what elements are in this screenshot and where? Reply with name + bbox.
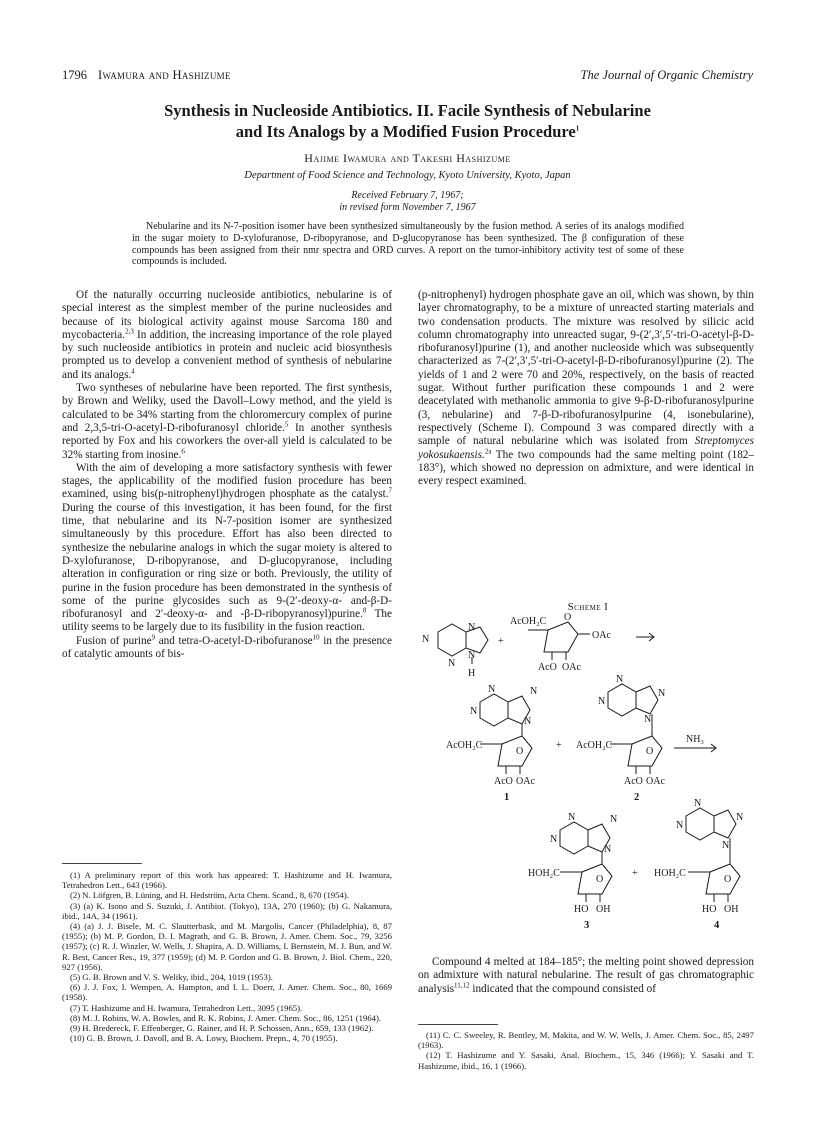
compound-label-3: 3 (584, 920, 590, 931)
footnote: (11) C. C. Sweeley, R. Bentley, M. Makita, and W. W. Wells, J. Amer. Chem. Soc., 85, 2497 (1963). (418, 1030, 754, 1051)
scheme-drawing (418, 602, 758, 948)
atom-n: N (616, 674, 624, 685)
ho-label: HO (702, 904, 717, 915)
species-name: Streptomyces yokosukaensis. (418, 435, 754, 461)
reagent-label: NH₃ (686, 734, 704, 745)
article-title (62, 100, 753, 142)
atom-n: N (644, 714, 652, 725)
footnote: (9) H. Bredereck, F. Effenberger, G. Rainer, and H. P. Schossen, Ann., 659, 133 (1962). (70, 1023, 374, 1034)
footnote: (1) A preliminary report of this work has appeared: T. Hashizume and H. Iwamura, Tetrahedron Lett., 643 (1966). (62, 870, 392, 891)
hydroxymethyl-label: HOH₂C (654, 868, 686, 879)
footnote: (8) M. J. Robins, W. A. Bowles, and R. K. Robins, J. Amer. Chem. Soc., 86, 1251 (1964). (70, 1012, 382, 1023)
oac-label: OAc (516, 776, 535, 787)
atom-h: H (468, 668, 476, 679)
atom-n: N (610, 814, 618, 825)
right-column-text (418, 289, 754, 488)
oac-label: OAc (562, 662, 581, 673)
plus-sign: + (498, 636, 504, 647)
paragraph: Two syntheses of nebularine have been reported. The first synthesis, by Brown and Weliky, used the Davoll–Lowy method, and the yield is calculated to be 34% starting from the chloromercury complex of purine and 2,3,5-tri-O-acetyl-D-ribofuranosyl chloride.$^5$ In another synthesis reported by Fox and his coworkers the over-all yield is calculated to be 32% starting from inosine.$^6$ (62, 382, 392, 461)
atom-n: N (722, 840, 730, 851)
acetyl-sugar-label: AcOH₂C (510, 616, 547, 627)
author-byline: Hajime Iwamura and Takeshi Hashizume (304, 151, 511, 165)
affiliation: Department of Food Science and Technology, Kyoto University, Kyoto, Japan (244, 170, 571, 181)
ring-oxygen: O (516, 746, 524, 757)
hydroxymethyl-label: HOH₂C (528, 868, 560, 879)
atom-n: N (468, 622, 476, 633)
footnote: (10) G. B. Brown, J. Davoll, and B. A. Lowy, Biochem. Prepn., 4, 70 (1955). (70, 1033, 338, 1044)
atom-n: N (470, 706, 478, 717)
atom-n: N (530, 686, 538, 697)
left-column-text (62, 289, 392, 661)
paragraph: Fusion of purine$^9$ and tetra-O-acetyl-D-ribofuranose$^{10}$ in the presence of catalytic amounts of bis- (62, 632, 392, 661)
compound-label-2: 2 (634, 792, 640, 803)
title-line-2: and Its Analogs by a Modified Fusion Procedure (235, 122, 576, 141)
plus-sign: + (632, 868, 638, 879)
page-number: 1796 (62, 68, 87, 82)
ring-oxygen: O (596, 874, 604, 885)
paragraph: With the aim of developing a more satisfactory synthesis with fewer stages, the applicability of the modified fusion procedure has been examined, using bis(p-nitrophenyl)hydrogen phosphate as the catalyst.$^7$ During the course of this investigation, it has been found, for the first time, that nebularine and its N-7-position isomer are synthesized simultaneously by this procedure. Effort has also been directed to synthesize the nebularine analogs in which the sugar moiety is altered to D-xylofuranose, D-ribopyranose, and D-glucopyranose, including alteration in configuration or ring size or both. Previously, the utility of purine in the fusion procedure has been demonstrated in the synthesis of some of the purine glycosides such as 9-(2′-deoxy-α- and-β-D-ribofuranosyl and 2′-deoxy-α- and -β-D-ribopyranosyl)purine.$^8$ The utility seems to be largely due to its fusibility in the fusion reaction. (62, 461, 392, 634)
oh-label: OH (596, 904, 611, 915)
ring-oxygen: O (564, 612, 572, 623)
title-line-1: Synthesis in Nucleoside Antibiotics. II. Facile Synthesis of Nebularine (164, 101, 651, 120)
title-footnote-ref: 1 (575, 124, 580, 133)
atom-n: N (604, 844, 612, 855)
ring-oxygen: O (724, 874, 732, 885)
footnote: (6) J. J. Fox, I. Wempen, A. Hampton, and I. L. Doerr, J. Amer. Chem. Soc., 80, 1669 (1958). (62, 982, 392, 1003)
atom-n: N (568, 812, 576, 823)
footnote: (2) N. Löfgren, B. Lüning, and H. Hedström, Acta Chem. Scand., 8, 670 (1954). (70, 890, 349, 901)
aco-label: AcO (624, 776, 643, 787)
atom-n: N (524, 716, 532, 727)
footnote: (4) (a) J. J. Bisele, M. C. Slautterbask, and M. Margolis, Cancer (Philadelphia), 8, 87 (1955); (b) M. P. Gordon, D. I. Magrath, and G. B. Brown, J. Amer. Chem. Soc., 79, 3256 (1957); (c) R. J. Winzler, W. Wells, J. Shapira, A. D. Williams, I. Bernstein, M. J. Bun, and W. R. Best, Cancer Res., 19, 377 (1959); (d) M. P. Gordon and G. B. Brown, J. Biol. Chem., 220, 927 (1956). (62, 921, 392, 972)
atom-n: N (676, 820, 684, 831)
aco-label: AcO (494, 776, 513, 787)
aco-label: AcO (538, 662, 557, 673)
journal-name: The Journal of Organic Chemistry (580, 68, 753, 82)
ring-oxygen: O (646, 746, 654, 757)
footnote: (12) T. Hashizume and Y. Sasaki, Anal. Biochem., 15, 346 (1966); Y. Sasaki and T. Hashizume, ibid., 16, 1 (1966). (418, 1050, 754, 1071)
footnote: (3) (a) K. Isono and S. Suzuki, J. Antibiot. (Tokyo), 13A, 270 (1960); (b) G. Nakamura, ibid., 14A, 34 (1961). (62, 900, 392, 921)
received-dates (62, 190, 753, 214)
footnote-divider (62, 863, 142, 864)
acetyl-sugar-label: AcOH₂C (576, 740, 613, 751)
acetyl-sugar-label: AcOH₂C (446, 740, 483, 751)
reaction-scheme (418, 602, 758, 948)
footnote-divider (418, 1024, 498, 1025)
atom-n: N (448, 658, 456, 669)
atom-n: N (488, 684, 496, 695)
oh-label: OH (724, 904, 739, 915)
compound-label-1: 1 (504, 792, 510, 803)
atom-n: N (694, 798, 702, 809)
atom-n: N (598, 696, 606, 707)
revised-date: in revised form November 7, 1967 (339, 202, 476, 213)
scheme-title: Scheme I (567, 602, 609, 613)
atom-n: N (736, 812, 744, 823)
atom-n: N (422, 634, 430, 645)
compound-label-4: 4 (714, 920, 720, 931)
paragraph: Compound 4 melted at 184–185°; the melting point showed depression on admixture with natural nebularine. The result of gas chromatographic analysis$^{11,12}$ indicated that the compound consisted of (418, 956, 754, 995)
ho-label: HO (574, 904, 589, 915)
received-date: Received February 7, 1967; (351, 190, 464, 201)
oac-label: OAc (646, 776, 665, 787)
plus-sign: + (556, 740, 562, 751)
paragraph: Of the naturally occurring nucleoside antibiotics, nebularine is of special interest as the simplest member of the purine nucleosides and because of its biological activity against mouse Sarcoma 180 and mycobacteria.$^{2,3}$ In addition, the increasing importance of the role played by such nucleoside antibiotics in protein and nucleic acid biosynthesis prompted us to develop a convenient method of synthesis of nebularine and its analogs.$^4$ (62, 289, 392, 381)
oac-label: OAc (592, 630, 611, 641)
footnote: (5) G. B. Brown and V. S. Weliky, ibid., 204, 1019 (1953). (70, 972, 273, 983)
right-column-text-bottom (418, 956, 754, 996)
atom-n: N (550, 834, 558, 845)
running-header (62, 68, 753, 84)
atom-n: N (658, 688, 666, 699)
footnotes-right (418, 1030, 754, 1071)
footnote: (7) T. Hashizume and H. Iwamura, Tetrahedron Lett., 3095 (1965). (70, 1002, 303, 1013)
paragraph: (p-nitrophenyl) hydrogen phosphate gave an oil, which was shown, by thin layer chromatography, to be a mixture of unreacted starting materials and two condensation products. The mixture was resolved by silicic acid column chromatography into unreacted sugar, 9-(2′,3′,5′-tri-O-acetyl-β-D-ribofuranosyl)purine (1), and another nucleoside which was subsequently characterized as 7-(2′,3′,5′-tri-O-acetyl-β-D-ribofuranosyl)purine (2). The yields of 1 and 2 were 70 and 20%, respectively, on the basis of reacted sugar. Without further purification these compounds 1 and 2 were deacetylated with methanolic ammonia to give 9-β-D-ribofuranosylpurine (3, nebularine) and 7-β-D-ribofuranosylpurine (4, isonebularine), respectively (Scheme I). Compound 3 was compared directly with a sample of natural nebularine which was isolated from Streptomyces yokosukaensis.$^{2a}$ The two compounds had the same melting point (182–183°), which showed no depression on admixture, and were identical in every respect examined. (418, 289, 754, 488)
atom-n: N (468, 650, 476, 661)
running-authors: Iwamura and Hashizume (98, 68, 231, 82)
footnotes-left (62, 870, 392, 1043)
abstract: Nebularine and its N-7-position isomer have been synthesized simultaneously by the fusion method. A series of its analogs modified in the sugar moiety to D-xylofuranose, D-ribopyranose, and D-glucopyranose has been synthesized. The β configuration of these compounds has been assigned from their nmr spectra and ORD curves. A report on the tumor-inhibitory activity test of some of these compounds is included. (132, 221, 684, 268)
